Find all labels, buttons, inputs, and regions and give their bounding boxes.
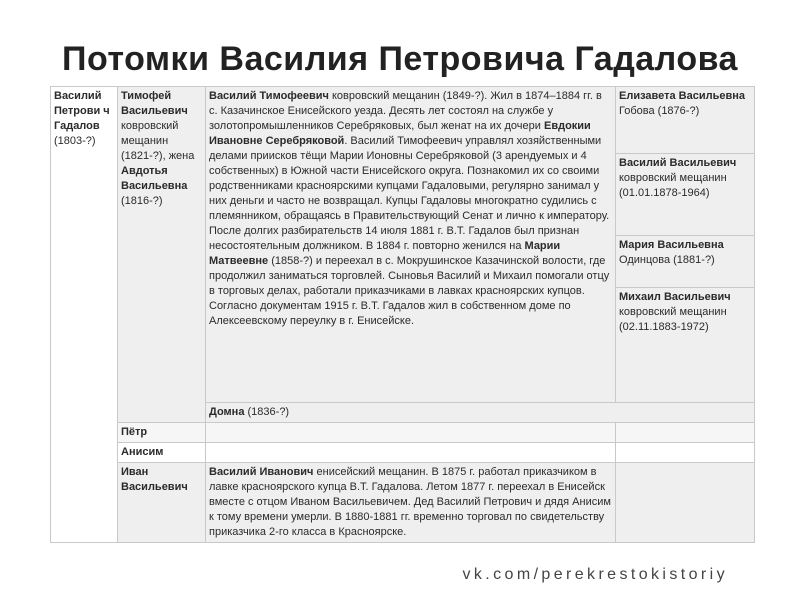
table-row	[51, 87, 755, 154]
vasily-petrovich-cell	[51, 87, 118, 543]
genealogy-table	[50, 86, 755, 543]
empty-cell	[206, 423, 616, 443]
person-years: (1836-?)	[247, 406, 290, 418]
table-row	[51, 463, 755, 543]
footer-source: vk.com/perekrestokistoriy	[462, 566, 728, 583]
child-name: Василий Васильевич	[619, 157, 737, 169]
child-info: ковровский мещанин (01.01.1878-1964)	[619, 172, 727, 199]
wife-name: Марии Матвеевне	[209, 240, 561, 267]
child-name: Елизавета Васильевна	[619, 90, 746, 102]
person-name: Василий Иванович	[209, 466, 314, 478]
child-info: Гобова (1876-?)	[619, 105, 700, 117]
biography-text: енисейский мещанин. В 1875 г. работал приказчиком в лавке красноярского купца В.Т. Гадалова. Летом 1877 г. переехал в Енисейск вместе с отцом Иваном Васильевичем. Дед Василий Петрович и дядя Анисим к тому времени умерли. В 1880-1881 гг. временно торговал по свидетельству приказчика 2-го класса в Красноярске.	[209, 466, 611, 538]
person-name: Иван Васильевич	[121, 466, 188, 493]
wife-name: Евдокии Ивановне Серебряковой	[209, 120, 591, 147]
empty-cell	[206, 443, 616, 463]
person-name: Пётр	[121, 426, 148, 438]
person-name: Домна	[209, 406, 245, 418]
slide-title: Потомки Василия Петровича Гадалова	[62, 40, 738, 78]
vasily-timofeevich-cell	[206, 87, 616, 403]
person-name: Тимофей Васильевич	[121, 90, 188, 117]
child-cell	[616, 236, 755, 288]
ivan-cell	[118, 463, 206, 543]
petr-cell	[118, 423, 206, 443]
timofey-cell	[118, 87, 206, 423]
person-years: (1803-?)	[54, 135, 96, 147]
biography-text: . Василий Тимофеевич управлял хозяйственными делами приисков тёщи Марии Ионовны Серебряковой (3 арендуемых и 4 собственных) в Южной части Енисейского округа. Познакомил их со своими родственниками красноярскими купцами Гадаловыми, регулярно занимал у них деньги и часто не возвращал. Купцы Гадаловы многократно судились с племянником, обращаясь в Правительствующий Сенат и лично к императору. После долгих разбирательств 14 июля 1881 г. В.Т. Гадалов был признан несостоятельным должником. В 1884 г. повторно женился на	[209, 135, 610, 252]
child-info: ковровский мещанин (02.11.1883-1972)	[619, 306, 727, 333]
child-info: Одинцова (1881-?)	[619, 254, 715, 266]
table-row	[51, 423, 755, 443]
wife-name: Авдотья Васильевна	[121, 165, 188, 192]
person-name: Анисим	[121, 446, 164, 458]
anisim-cell	[118, 443, 206, 463]
child-cell	[616, 154, 755, 236]
empty-cell	[616, 423, 755, 443]
person-name: Василий Петрови ч Гадалов	[54, 90, 110, 132]
wife-years: (1816-?)	[121, 195, 163, 207]
table-row	[51, 443, 755, 463]
biography-text: ковровский мещанин (1849-?). Жил в 1874–1884 гг. в с. Казачинское Енисейского уезда. Десять лет состоял на службе у золотопромышленников Серебряковых, был женат на их дочери	[209, 90, 602, 132]
child-cell	[616, 288, 755, 403]
domna-cell	[206, 403, 755, 423]
child-name: Мария Васильевна	[619, 239, 724, 251]
biography-text: (1858-?) и переехал в с. Мокрушинское Казачинской волости, где продолжил заниматься торговлей. Сыновья Василий и Михаил помогали отцу в торговых делах, работали приказчиками в лавках красноярских купцов. Согласно документам 1915 г. В.Т. Гадалов жил в собственном доме по Алексеевскому переулку в г. Енисейске.	[209, 255, 610, 327]
child-name: Михаил Васильевич	[619, 291, 731, 303]
vasily-ivanovich-cell	[206, 463, 616, 543]
person-name: Василий Тимофеевич	[209, 90, 329, 102]
person-desc: ковровский мещанин (1821-?), жена	[121, 120, 195, 162]
empty-cell	[616, 443, 755, 463]
empty-cell	[616, 463, 755, 543]
child-cell	[616, 87, 755, 154]
